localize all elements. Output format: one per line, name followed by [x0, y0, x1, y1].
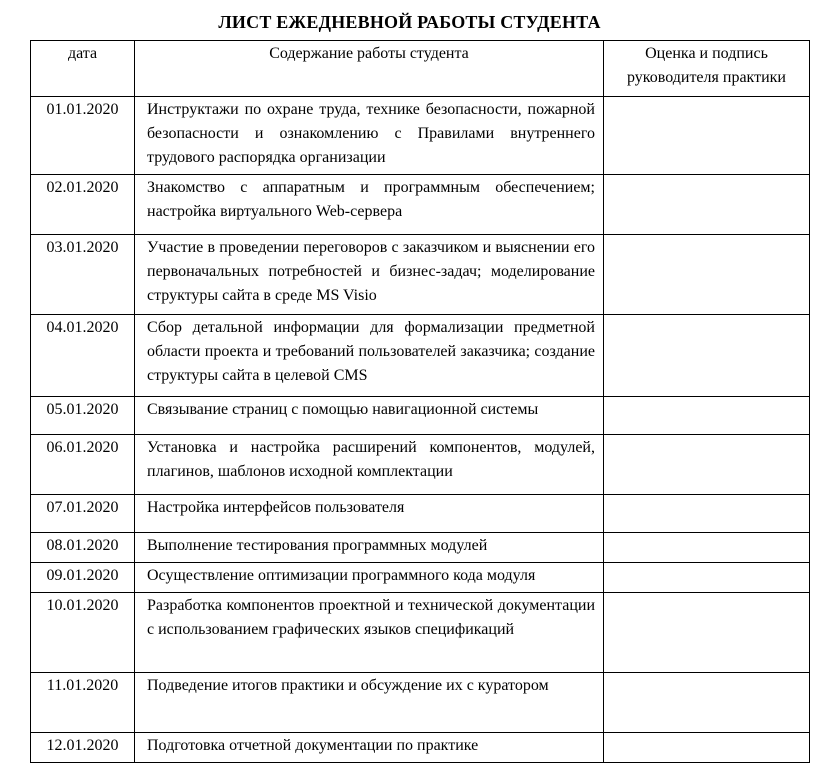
- row-content: Выполнение тестирования программных модулей: [135, 533, 604, 563]
- row-signature-cell: [604, 495, 810, 533]
- row-date: 12.01.2020: [31, 733, 135, 763]
- row-date: 04.01.2020: [31, 315, 135, 397]
- row-content: Подготовка отчетной документации по практике: [135, 733, 604, 763]
- row-content: Связывание страниц с помощью навигационной системы: [135, 397, 604, 435]
- row-date: 11.01.2020: [31, 673, 135, 733]
- row-content: Сбор детальной информации для формализации предметной области проекта и требований пользователей заказчика; создание структуры сайта в целевой CMS: [135, 315, 604, 397]
- header-date: дата: [31, 41, 135, 97]
- row-signature-cell: [604, 235, 810, 315]
- table-row: [31, 397, 810, 435]
- header-content: Содержание работы студента: [135, 41, 604, 97]
- row-date: 05.01.2020: [31, 397, 135, 435]
- table-row: [31, 563, 810, 593]
- row-signature-cell: [604, 315, 810, 397]
- row-date: 10.01.2020: [31, 593, 135, 673]
- table-row: [31, 495, 810, 533]
- row-signature-cell: [604, 593, 810, 673]
- row-date: 03.01.2020: [31, 235, 135, 315]
- row-signature-cell: [604, 533, 810, 563]
- row-content: Инструктажи по охране труда, технике безопасности, пожарной безопасности и ознакомлению с Правилами внутреннего трудового распорядка организации: [135, 97, 604, 175]
- row-signature-cell: [604, 397, 810, 435]
- table-row: [31, 315, 810, 397]
- row-content: Настройка интерфейсов пользователя: [135, 495, 604, 533]
- table-row: [31, 533, 810, 563]
- row-content: Разработка компонентов проектной и технической документации с использованием графических языков спецификаций: [135, 593, 604, 673]
- table-row: [31, 235, 810, 315]
- table-row: [31, 733, 810, 763]
- row-date: 06.01.2020: [31, 435, 135, 495]
- row-content: Осуществление оптимизации программного кода модуля: [135, 563, 604, 593]
- row-date: 07.01.2020: [31, 495, 135, 533]
- row-signature-cell: [604, 175, 810, 235]
- row-signature-cell: [604, 563, 810, 593]
- table-row: [31, 673, 810, 733]
- row-content: Знакомство с аппаратным и программным обеспечением; настройка виртуального Web-сервера: [135, 175, 604, 235]
- row-signature-cell: [604, 97, 810, 175]
- table-row: [31, 175, 810, 235]
- row-signature-cell: [604, 733, 810, 763]
- row-content: Подведение итогов практики и обсуждение их с куратором: [135, 673, 604, 733]
- table-row: [31, 97, 810, 175]
- row-date: 01.01.2020: [31, 97, 135, 175]
- row-content: Участие в проведении переговоров с заказчиком и выяснении его первоначальных потребностей и бизнес-задач; моделирование структуры сайта в среде MS Visio: [135, 235, 604, 315]
- row-content: Установка и настройка расширений компонентов, модулей, плагинов, шаблонов исходной комплектации: [135, 435, 604, 495]
- table-body: [31, 97, 810, 763]
- table-header-row: [31, 41, 810, 97]
- row-signature-cell: [604, 435, 810, 495]
- header-signature: Оценка и подпись руководителя практики: [604, 41, 810, 97]
- table-row: [31, 435, 810, 495]
- daily-work-table: [30, 40, 810, 763]
- row-date: 02.01.2020: [31, 175, 135, 235]
- row-signature-cell: [604, 673, 810, 733]
- page-title: ЛИСТ ЕЖЕДНЕВНОЙ РАБОТЫ СТУДЕНТА: [218, 12, 601, 32]
- table-row: [31, 593, 810, 673]
- row-date: 08.01.2020: [31, 533, 135, 563]
- row-date: 09.01.2020: [31, 563, 135, 593]
